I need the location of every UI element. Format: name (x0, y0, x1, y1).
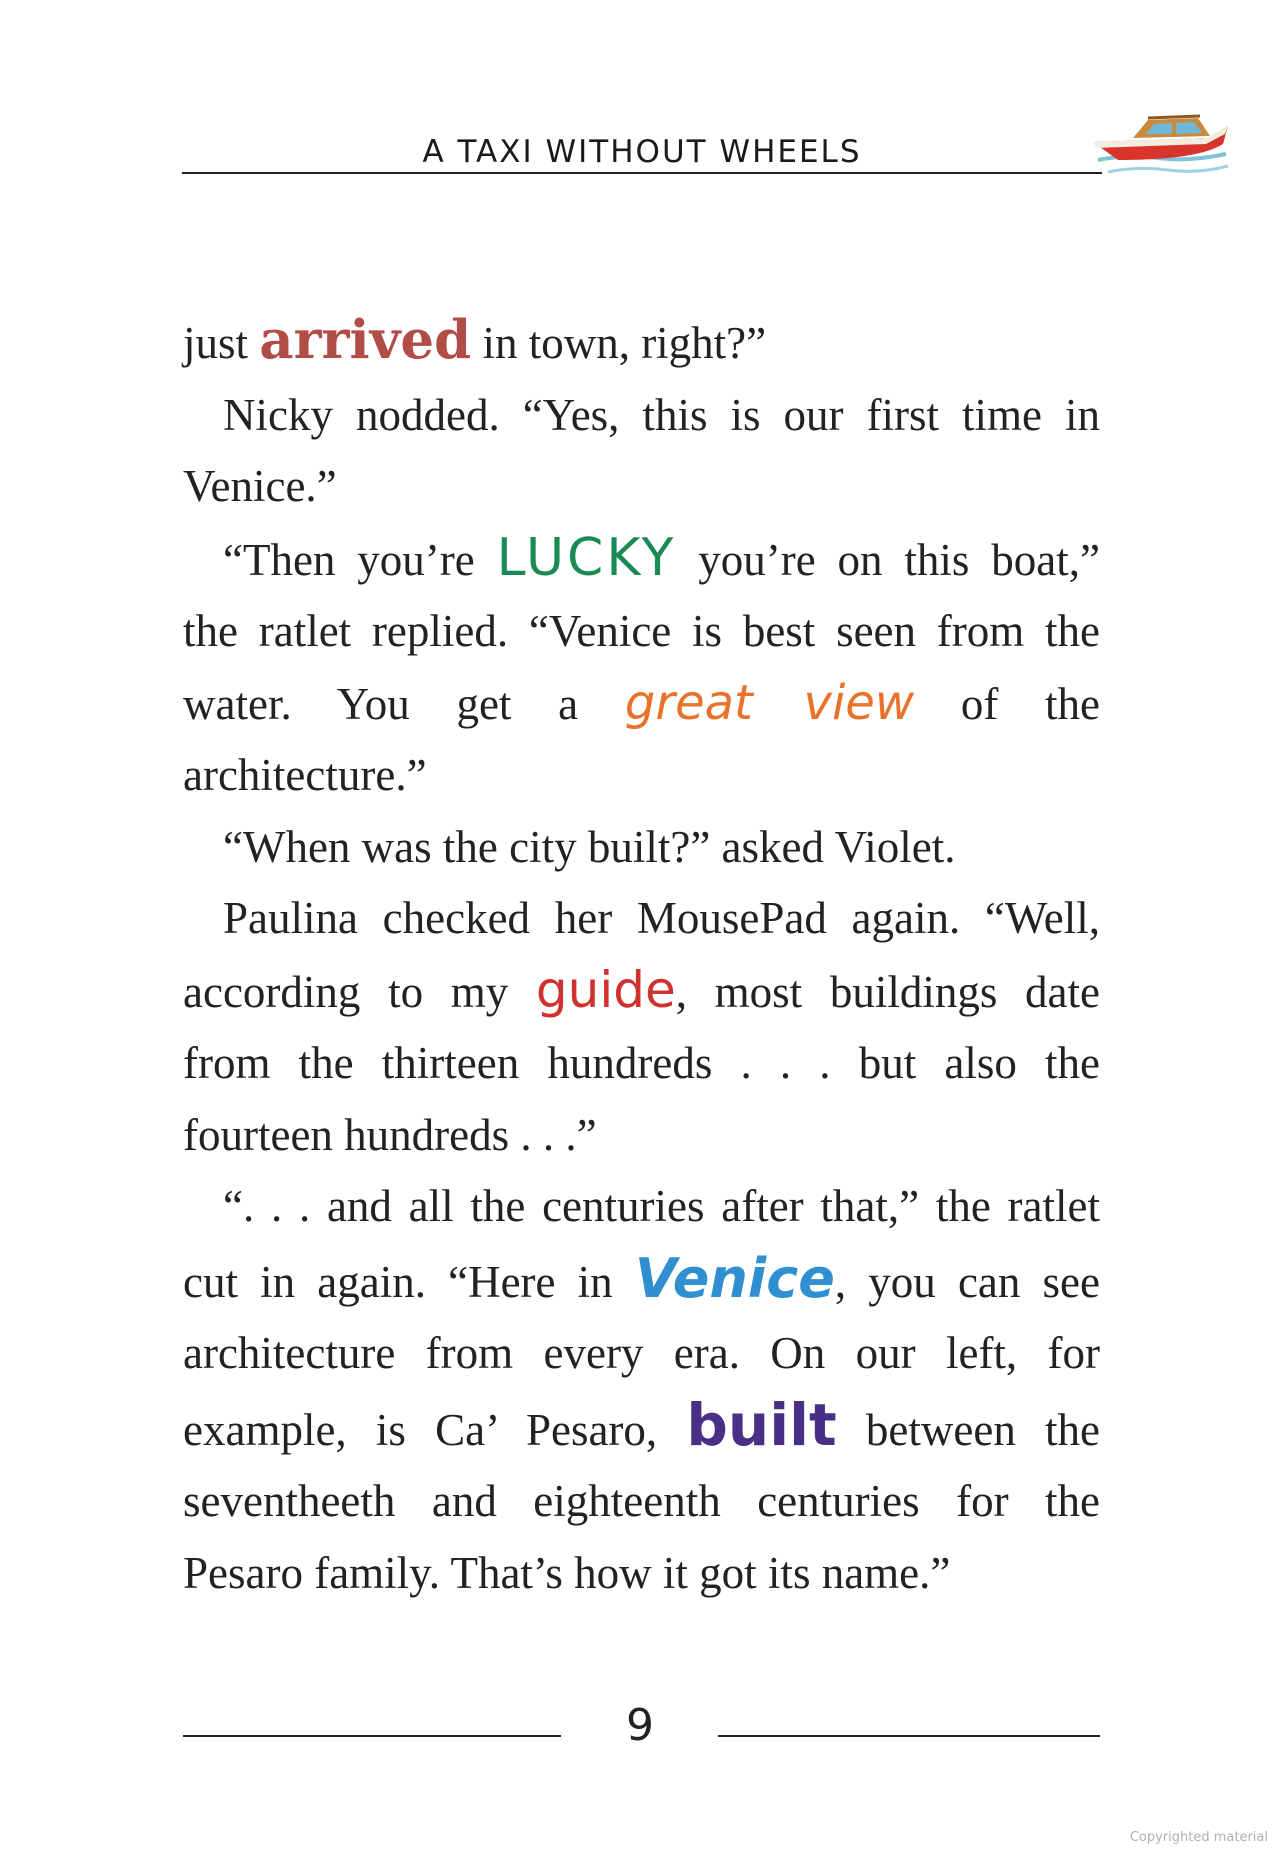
paragraph (183, 523, 1100, 812)
text-run: “Then you’re (223, 534, 497, 585)
paragraph (183, 305, 1100, 380)
running-header (182, 112, 1222, 172)
text-run: between the seventheeth and eighteenth centuries for the Pesaro family. That’s how it got its name.” (183, 1404, 1100, 1598)
header-divider (182, 172, 1102, 174)
highlighted-word: LUCKY (496, 527, 677, 588)
chapter-title: A TAXI WITHOUT WHEELS (422, 134, 862, 170)
text-run: just (183, 318, 260, 368)
paragraph (183, 883, 1100, 1171)
paragraph (183, 812, 1100, 884)
paragraph (183, 1171, 1100, 1609)
highlighted-word: built (686, 1390, 837, 1459)
text-run: of the architecture.” (183, 678, 1100, 800)
text-run: you’re on this boat,” the ratlet replied. “Venice is best seen from the water. You get a (183, 534, 1100, 729)
highlighted-word: great view (624, 674, 915, 731)
paragraph (183, 380, 1100, 523)
text-run: “. . . and all the centuries after that,” the ratlet cut in again. “Here in (183, 1181, 1100, 1307)
copyright-notice: Copyrighted material (1129, 1830, 1268, 1845)
page-number: 9 (626, 1700, 654, 1751)
text-run: Paulina checked her MousePad again. “Well, according to my (183, 893, 1100, 1017)
text-run: “When was the city built?” asked Violet. (223, 821, 956, 872)
footer-divider-left (183, 1735, 561, 1737)
text-run: , most buildings date from the thirteen hundreds . . . but also the fourteen hundreds . . .” (183, 966, 1100, 1160)
body-text (183, 305, 1100, 1609)
text-run: Nicky nodded. “Yes, this is our first time in Venice.” (183, 389, 1100, 511)
water-taxi-boat-icon (1088, 98, 1233, 188)
text-run: , you can see architecture from every era. On our left, for example, is Ca’ Pesaro, (183, 1256, 1101, 1455)
text-run: in town, right?” (471, 318, 767, 368)
highlighted-word: Venice (634, 1246, 835, 1310)
highlighted-word: guide (535, 960, 676, 1019)
highlighted-word: arrived (259, 309, 472, 371)
footer-divider-right (718, 1735, 1100, 1737)
